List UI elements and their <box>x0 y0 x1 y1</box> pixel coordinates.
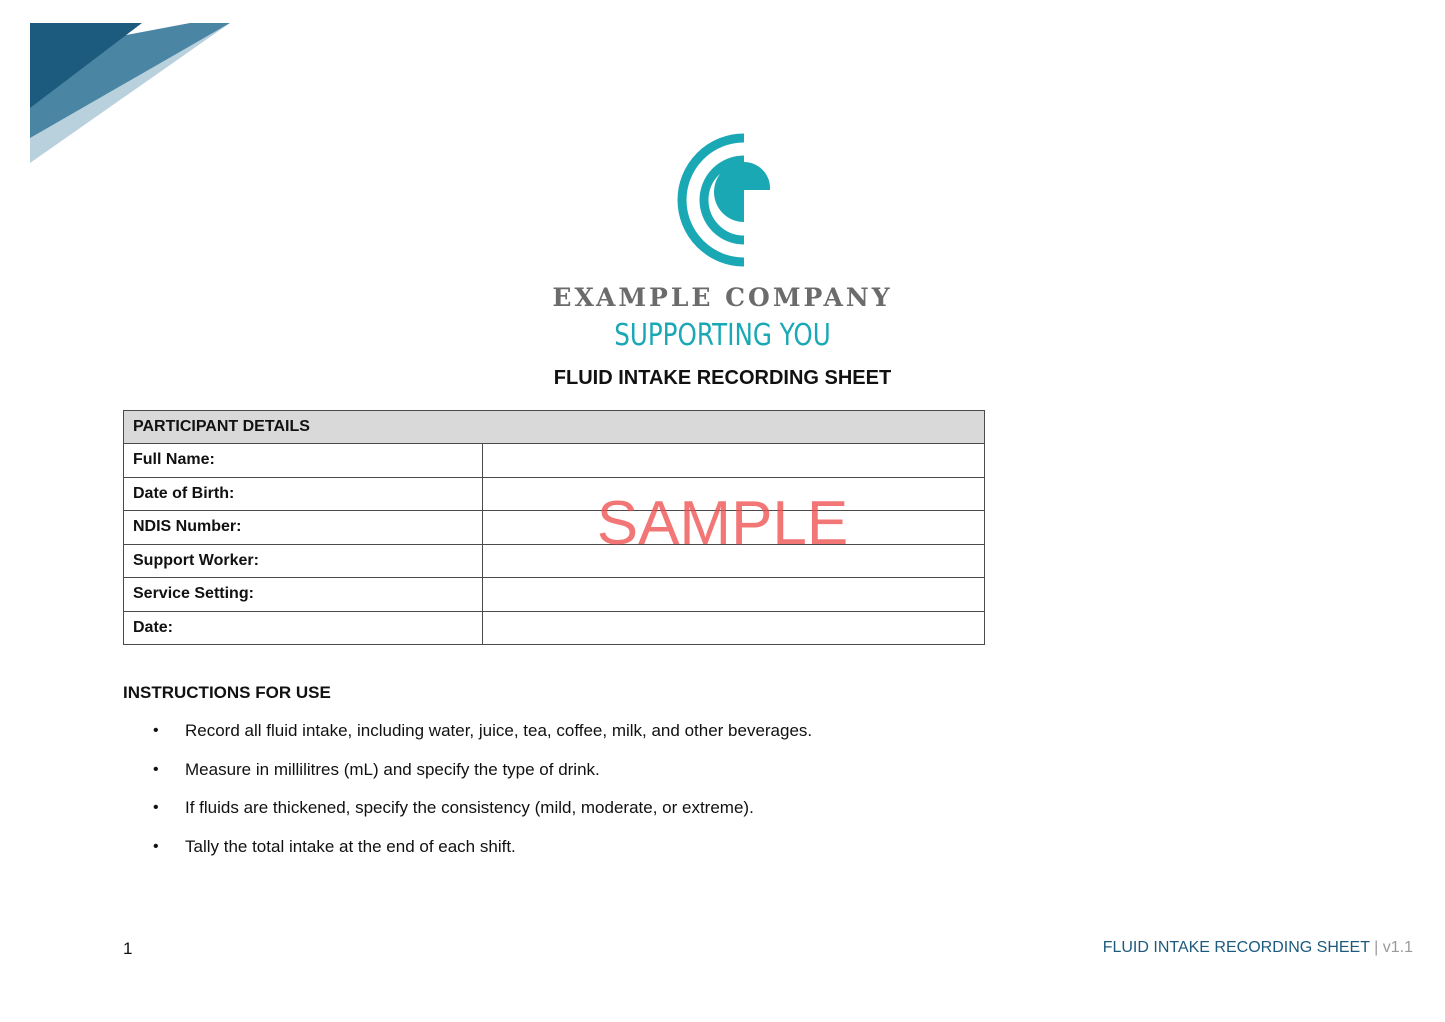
document-title: FLUID INTAKE RECORDING SHEET <box>553 367 892 389</box>
participant-details-header-row <box>124 411 985 444</box>
participant-details-table <box>123 410 985 645</box>
list-item <box>123 757 1023 796</box>
ndis-number-field[interactable] <box>483 511 985 545</box>
instruction-text: Record all fluid intake, including water, juice, tea, coffee, milk, and other beverages. <box>185 721 813 740</box>
table-row <box>124 477 985 511</box>
company-tagline: SUPPORTING YOU <box>614 318 831 353</box>
page-number: 1 <box>123 939 133 958</box>
support-worker-label: Support Worker: <box>124 544 483 578</box>
instructions-heading: INSTRUCTIONS FOR USE <box>123 683 331 702</box>
instructions-list <box>123 718 1023 873</box>
company-name: EXAMPLE COMPANY <box>552 283 893 312</box>
date-of-birth-label: Date of Birth: <box>124 477 483 511</box>
table-row <box>124 444 985 478</box>
support-worker-field[interactable] <box>483 544 985 578</box>
list-item <box>123 718 1023 757</box>
footer <box>1103 939 1413 957</box>
list-item <box>123 795 1023 834</box>
bullet-icon: • <box>153 838 159 856</box>
participant-details-heading: PARTICIPANT DETAILS <box>124 411 985 444</box>
bullet-icon: • <box>153 722 159 739</box>
footer-document-title: FLUID INTAKE RECORDING SHEET <box>1102 939 1370 956</box>
table-row <box>124 544 985 578</box>
instruction-text: If fluids are thickened, specify the consistency (mild, moderate, or extreme). <box>185 798 754 818</box>
ndis-number-label: NDIS Number: <box>124 511 483 545</box>
service-setting-label: Service Setting: <box>124 578 483 612</box>
list-item <box>123 834 1023 873</box>
corner-decoration <box>30 23 230 163</box>
bullet-icon: • <box>153 760 159 778</box>
bullet-icon: • <box>153 799 159 817</box>
footer-version: v1.1 <box>1382 939 1413 956</box>
service-setting-field[interactable] <box>483 578 985 612</box>
table-row <box>124 611 985 645</box>
date-field[interactable] <box>483 611 985 645</box>
footer-separator: | <box>1369 939 1383 956</box>
date-of-birth-field[interactable] <box>483 477 985 511</box>
instruction-text: Measure in millilitres (mL) and specify the type of drink. <box>185 759 600 779</box>
instruction-text: Tally the total intake at the end of each shift. <box>185 837 516 857</box>
date-label: Date: <box>124 611 483 645</box>
sample-watermark: SAMPLE <box>596 489 849 558</box>
full-name-label: Full Name: <box>124 444 483 478</box>
full-name-field[interactable] <box>483 444 985 478</box>
concentric-arc-logo-icon <box>664 130 784 270</box>
table-row <box>124 578 985 612</box>
table-row <box>124 511 985 545</box>
